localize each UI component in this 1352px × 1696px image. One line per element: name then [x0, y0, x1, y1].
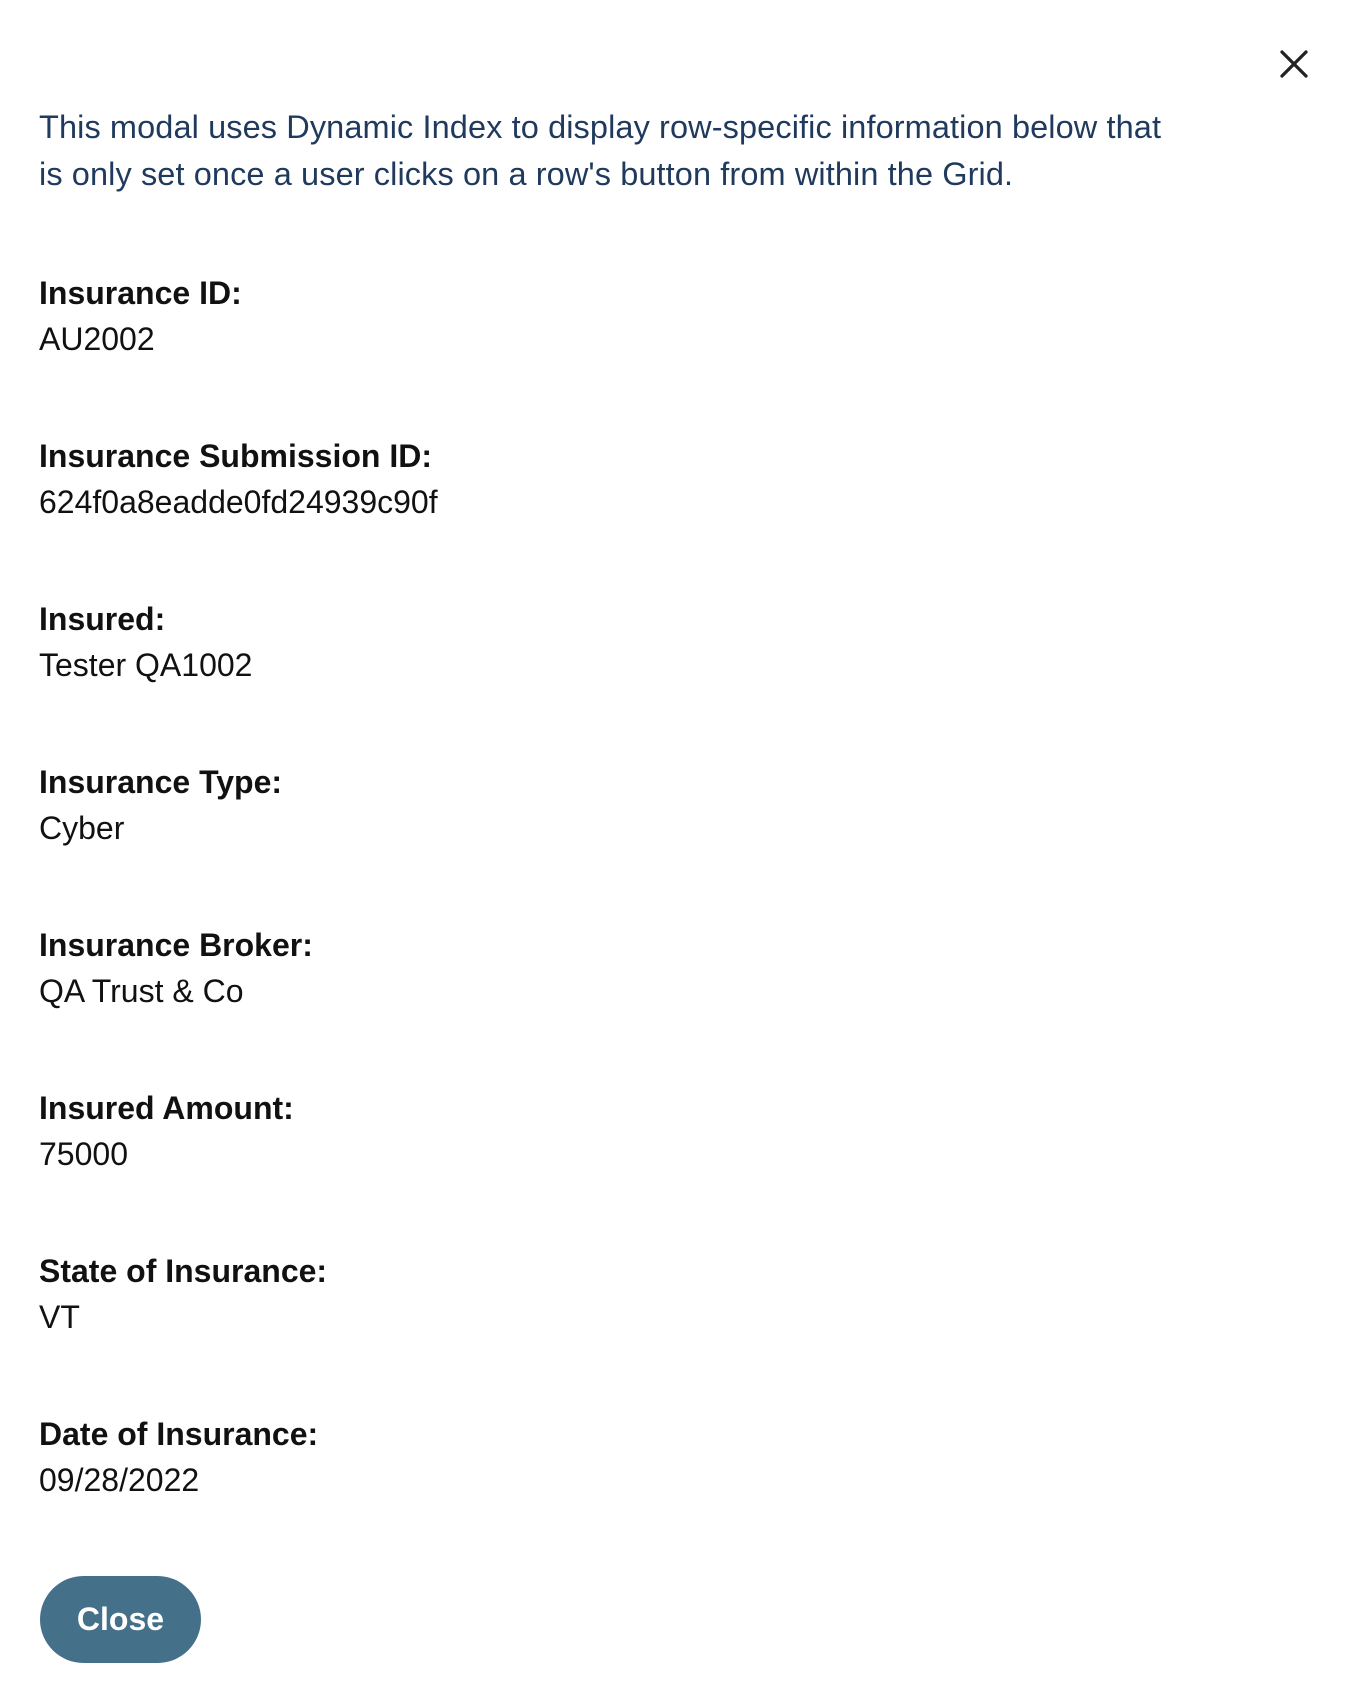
- field-insured: [39, 596, 1313, 759]
- field-label: State of Insurance:: [39, 1253, 328, 1289]
- field-insurance-submission-id: [39, 433, 1313, 596]
- modal-description: This modal uses Dynamic Index to display row-specific information below that is only set once a user clicks on a row's button from within the Grid.: [39, 109, 1162, 192]
- field-value: Cyber: [39, 810, 125, 846]
- details-list: [39, 270, 1313, 1574]
- field-value: 09/28/2022: [39, 1462, 200, 1498]
- field-insurance-type: [39, 759, 1313, 922]
- field-label: Insurance Type:: [39, 764, 283, 800]
- field-state-of-insurance: [39, 1248, 1313, 1411]
- field-insurance-broker: [39, 922, 1313, 1085]
- field-label: Insured Amount:: [39, 1090, 294, 1126]
- field-value: 624f0a8eadde0fd24939c90f: [39, 484, 438, 520]
- field-value: VT: [39, 1299, 80, 1335]
- field-value: 75000: [39, 1136, 128, 1172]
- close-x-glyph: [1276, 46, 1312, 82]
- field-label: Date of Insurance:: [39, 1416, 319, 1452]
- close-icon[interactable]: [1274, 44, 1314, 84]
- field-label: Insurance Broker:: [39, 927, 313, 963]
- field-date-of-insurance: [39, 1411, 1313, 1574]
- field-value: QA Trust & Co: [39, 973, 244, 1009]
- field-label: Insurance Submission ID:: [39, 438, 432, 474]
- field-value: AU2002: [39, 321, 155, 357]
- field-insurance-id: [39, 270, 1313, 433]
- field-label: Insurance ID:: [39, 275, 242, 311]
- close-button[interactable]: Close: [40, 1576, 201, 1663]
- field-label: Insured:: [39, 601, 166, 637]
- field-insured-amount: [39, 1085, 1313, 1248]
- field-value: Tester QA1002: [39, 647, 253, 683]
